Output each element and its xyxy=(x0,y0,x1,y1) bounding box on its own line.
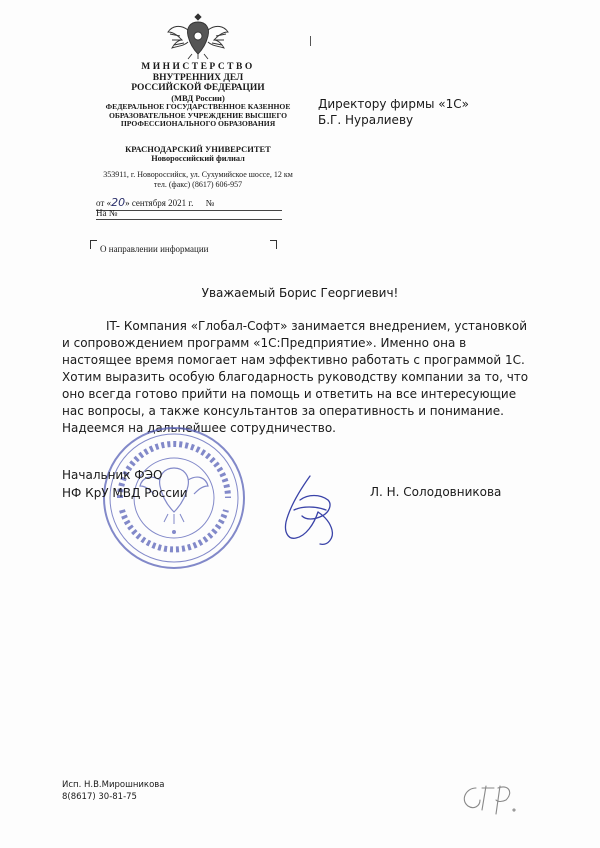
handwritten-page-mark-icon xyxy=(448,770,538,830)
signatory-title-line-1: Начальник ФЭО xyxy=(62,468,163,482)
ministry-abbr: (МВД России) xyxy=(171,92,225,103)
letter-body: IT- Компания «Глобал-Софт» занимается внедрением, установкой и сопровождением программ «1С:Предприятие». Именно она в настоящее время помогает нам эффективно работать с программой 1С. Хотим выразить особую благодарность руководству компании за то, что оно всегда готово прийти на помощь и ответить на все интересующие нас вопросы, а также консультантов за оперативность и понимание. Надеемся на дальнейшее сотрудничество. xyxy=(62,319,529,435)
reply-label: На № xyxy=(96,208,118,218)
signature-icon xyxy=(280,470,340,550)
university-name: КРАСНОДАРСКИЙ УНИВЕРСИТЕТ xyxy=(125,144,271,154)
greeting: Уважаемый Борис Георгиевич! xyxy=(201,286,399,300)
subject-line: О направлении информации xyxy=(100,244,209,254)
addressee-block xyxy=(318,96,469,128)
emblem-icon xyxy=(166,10,230,60)
date-prefix: от « xyxy=(96,198,112,208)
executor-name: Исп. Н.В.Мирошникова xyxy=(62,780,165,790)
address-line: 353911, г. Новороссийск, ул. Сухумийское шоссе, 12 км xyxy=(103,170,293,179)
ministry-line-3: РОССИЙСКОЙ ФЕДЕРАЦИИ xyxy=(131,83,265,94)
date-day: 20 xyxy=(111,196,126,209)
addressee-line-2: Б.Г. Нуралиеву xyxy=(318,113,414,128)
executor-block xyxy=(62,780,165,804)
branch-name: Новороссийский филиал xyxy=(151,154,245,164)
executor-phone: 8(8617) 30-81-75 xyxy=(62,791,137,802)
subject-bracket-right xyxy=(270,240,277,249)
number-label: № xyxy=(205,198,215,208)
ministry-line-2: ВНУТРЕННИХ ДЕЛ xyxy=(152,72,244,83)
date-rest: » сентября 2021 г. xyxy=(125,198,194,208)
fold-mark xyxy=(310,36,311,46)
signatory-title xyxy=(62,466,188,502)
institution-line-2: ОБРАЗОВАТЕЛЬНОЕ УЧРЕЖДЕНИЕ ВЫСШЕГО xyxy=(108,110,288,120)
ministry-line-1: МИНИСТЕРСТВО xyxy=(141,62,255,72)
signatory-name: Л. Н. Солодовникова xyxy=(370,485,502,499)
address-block xyxy=(82,170,314,191)
phone-line: тел. (факс) (8617) 606-957 xyxy=(153,180,243,190)
subject-bracket-left xyxy=(90,240,97,249)
reply-line xyxy=(96,208,282,220)
addressee-line-1: Директору фирмы «1С» xyxy=(318,97,470,111)
signatory-title-line-2: НФ КрУ МВД России xyxy=(62,486,188,500)
institution-line-3: ПРОФЕССИОНАЛЬНОГО ОБРАЗОВАНИЯ xyxy=(120,119,276,129)
ministry-header xyxy=(82,62,314,129)
university-header xyxy=(82,144,314,164)
institution-line-1: ФЕДЕРАЛЬНОЕ ГОСУДАРСТВЕННОЕ КАЗЕННОЕ xyxy=(105,102,291,112)
